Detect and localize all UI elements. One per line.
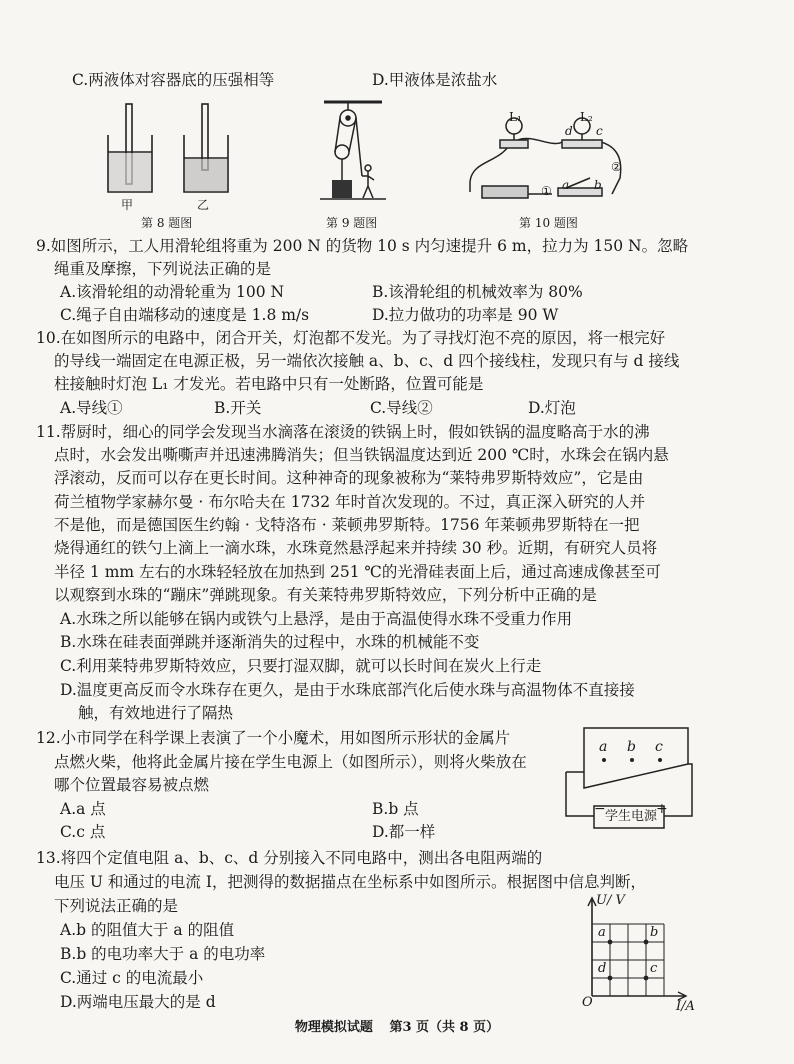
fig8-caption: 第 8 题图 bbox=[141, 216, 193, 230]
q10-option-c: C.导线② bbox=[370, 399, 433, 417]
fig12-label-a: a bbox=[599, 739, 608, 755]
q11-option-d-1: D.温度更高反而令水珠存在更久，是由于水珠底部汽化后使水珠与高温物体不直接接 bbox=[60, 681, 635, 699]
q8-option-d: D.甲液体是浓盐水 bbox=[372, 71, 498, 89]
fig12-plus: + bbox=[656, 801, 668, 817]
q11-option-d-2: 触，有效地进行了隔热 bbox=[78, 704, 234, 722]
beakers-figure bbox=[104, 100, 234, 210]
q12-stem-2: 点燃火柴，他将此金属片接在学生电源上（如图所示），则将火柴放在 bbox=[54, 753, 527, 771]
q11-line-1: 11.帮厨时，细心的同学会发现当水滴落在滚烫的铁锅上时，假如铁锅的温度略高于水的沸 bbox=[36, 423, 650, 441]
q11-line-2: 点时，水会发出嘶嘶声并迅速沸腾消失；但当铁锅温度达到近 200 ℃时，水珠会在锅内悬 bbox=[54, 446, 669, 464]
q13-option-d: D.两端电压最大的是 d bbox=[60, 993, 216, 1011]
q10-option-b: B.开关 bbox=[214, 399, 262, 417]
q13-stem-1: 13.将四个定值电阻 a、b、c、d 分别接入不同电路中，测出各电阻两端的 bbox=[36, 849, 543, 867]
q11-option-c: C.利用莱特弗罗斯特效应，只要打湿双脚，就可以长时间在炭火上行走 bbox=[60, 657, 542, 675]
fig10-label-wire2: ② bbox=[611, 160, 622, 174]
q13-option-a: A.b 的阻值大于 a 的阻值 bbox=[60, 921, 235, 939]
circuit-figure bbox=[462, 104, 642, 209]
fig12-label-c: c bbox=[655, 739, 663, 755]
footer-page-number: 第3 页（共 8 页） bbox=[389, 1020, 500, 1035]
graph-point-a: a bbox=[598, 925, 606, 940]
q11-line-6: 烧得通红的铁勺上滴上一滴水珠，水珠竟然悬浮起来并持续 30 秒。近期，有研究人员将 bbox=[54, 539, 658, 557]
q9-option-b: B.该滑轮组的机械效率为 80% bbox=[372, 283, 583, 301]
q10-option-a: A.导线① bbox=[60, 399, 123, 417]
q12-stem-1: 12.小市同学在科学课上表演了一个小魔术，用如图所示形状的金属片 bbox=[36, 729, 511, 747]
q12-option-c: C.c 点 bbox=[60, 823, 106, 841]
q9-option-c: C.绳子自由端移动的速度是 1.8 m/s bbox=[60, 306, 310, 324]
fig10-label-a: a bbox=[562, 178, 570, 192]
q11-line-3: 浮滚动，反而可以存在更长时间。这种神奇的现象被称为“莱特弗罗斯特效应”，它是由 bbox=[54, 469, 644, 487]
graph-point-c: c bbox=[650, 961, 658, 976]
fig10-label-b: b bbox=[594, 178, 602, 192]
u-i-graph bbox=[580, 893, 690, 1006]
q12-option-d: D.都一样 bbox=[372, 823, 436, 841]
fig10-label-c: c bbox=[596, 124, 603, 138]
beaker-label-yi: 乙 bbox=[197, 198, 210, 212]
fig9-caption: 第 9 题图 bbox=[326, 216, 378, 230]
q8-option-c: C.两液体对容器底的压强相等 bbox=[72, 71, 275, 89]
graph-ylabel: U/ V bbox=[596, 893, 625, 908]
q13-stem-3: 下列说法正确的是 bbox=[54, 897, 179, 915]
q10-stem-2: 的导线一端固定在电源正极，另一端依次接触 a、b、c、d 四个接线柱，发现只有与 d 接线 bbox=[54, 352, 680, 370]
q11-option-a: A.水珠之所以能够在锅内或铁勺上悬浮，是由于高温使得水珠不受重力作用 bbox=[60, 610, 573, 628]
q13-stem-2: 电压 U 和通过的电流 I，把测得的数据描点在坐标系中如图所示。根据图中信息判断， bbox=[54, 873, 646, 891]
q13-option-c: C.通过 c 的电流最小 bbox=[60, 969, 204, 987]
q9-option-a: A.该滑轮组的动滑轮重为 100 N bbox=[60, 283, 285, 301]
graph-xlabel: I/A bbox=[676, 999, 695, 1014]
q9-stem-1: 9.如图所示，工人用滑轮组将重为 200 N 的货物 10 s 内匀速提升 6 m，拉力为 150 N。忽略 bbox=[36, 237, 689, 255]
footer-title: 物理模拟试题 bbox=[294, 1020, 373, 1035]
graph-point-d: d bbox=[598, 961, 607, 976]
fig10-label-wire1: ① bbox=[541, 184, 552, 198]
q11-line-8: 以观察到水珠的“蹦床”弹跳现象。有关莱特弗罗斯特效应，下列分析中正确的是 bbox=[54, 586, 597, 604]
fig10-label-d: d bbox=[565, 124, 573, 138]
fig10-caption: 第 10 题图 bbox=[519, 216, 578, 230]
q12-stem-3: 哪个位置最容易被点燃 bbox=[54, 776, 210, 794]
q10-option-d: D.灯泡 bbox=[528, 399, 576, 417]
fig10-label-l1: L₁ bbox=[509, 110, 522, 124]
graph-point-b: b bbox=[650, 925, 659, 940]
page-footer bbox=[0, 1016, 794, 1035]
q9-stem-2: 绳重及摩擦，下列说法正确的是 bbox=[54, 260, 272, 278]
q12-option-a: A.a 点 bbox=[60, 800, 106, 818]
fig10-label-l2: L₂ bbox=[580, 110, 593, 124]
q11-option-b: B.水珠在硅表面弹跳并逐渐消失的过程中，水珠的机械能不变 bbox=[60, 633, 480, 651]
beaker-label-jia: 甲 bbox=[121, 198, 134, 212]
q12-option-b: B.b 点 bbox=[372, 800, 419, 818]
q10-stem-3: 柱接触时灯泡 L₁ 才发光。若电路中只有一处断路，位置可能是 bbox=[54, 375, 484, 393]
pulley-figure bbox=[318, 98, 388, 208]
fig12-power-supply: 学生电源 bbox=[604, 809, 657, 824]
q13-option-b: B.b 的电功率大于 a 的电功率 bbox=[60, 945, 266, 963]
graph-origin: O bbox=[582, 995, 593, 1010]
fig12-minus: − bbox=[594, 801, 606, 817]
q11-line-5: 不是他，而是德国医生约翰 · 戈特洛布 · 莱顿弗罗斯特。1756 年莱顿弗罗斯特在一把 bbox=[54, 516, 640, 534]
q11-line-7: 半径 1 mm 左右的水珠轻轻放在加热到 251 ℃的光滑硅表面上后，通过高速成像甚至可 bbox=[54, 563, 661, 581]
q11-line-4: 荷兰植物学家赫尔曼 · 布尔哈夫在 1732 年时首次发现的。不过，真正深入研究的人并 bbox=[54, 493, 646, 511]
q10-stem-1: 10.在如图所示的电路中，闭合开关，灯泡都不发光。为了寻找灯泡不亮的原因，将一根完好 bbox=[36, 329, 666, 347]
fig12-label-b: b bbox=[627, 739, 636, 755]
q9-option-d: D.拉力做功的功率是 90 W bbox=[372, 306, 559, 324]
